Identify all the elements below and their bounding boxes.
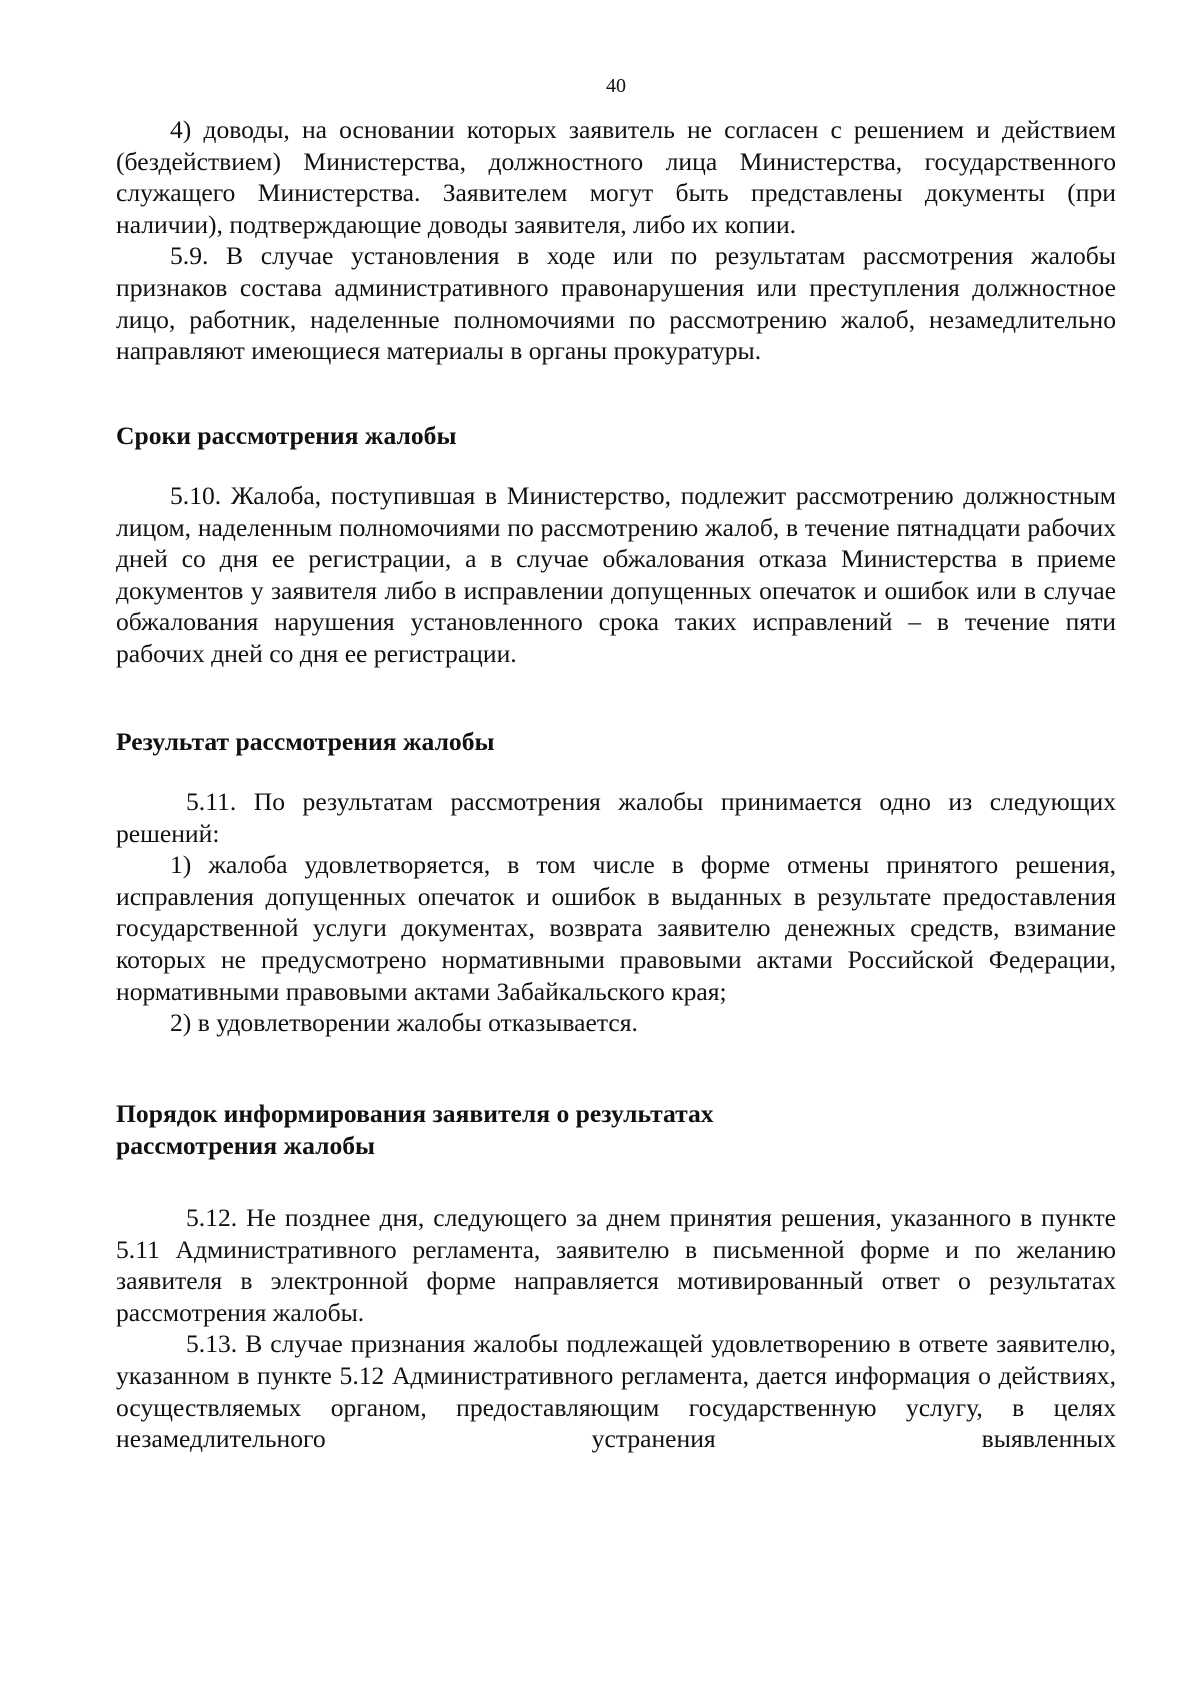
heading-review-result-block: [116, 726, 1116, 758]
section-5-10: [116, 480, 1116, 670]
paragraph-5-11-item-1: 1) жалоба удовлетворяется, в том числе в форме отмены принятого решения, исправления допущенных опечаток и ошибок в выданных в результате предоставления государственной услуги документах, возврата заявителю денежных средств, взимание которых не предусмотрено нормативными правовыми актами Российской Федерации, нормативными правовыми актами Забайкальского края;: [116, 850, 1116, 1006]
paragraph-5-11-item-2: 2) в удовлетворении жалобы отказывается.: [170, 1008, 638, 1038]
heading-review-terms-block: [116, 420, 1116, 452]
section-5-8-continuation: [116, 114, 1116, 367]
section-5-11: [116, 786, 1116, 1039]
heading-review-terms: Сроки рассмотрения жалобы: [116, 421, 457, 450]
paragraph-5-11: 5.11. По результатам рассмотрения жалобы принимается одно из следующих решений:: [116, 787, 1116, 848]
heading-informing-line-1: Порядок информирования заявителя о результатах: [116, 1099, 714, 1128]
section-5-12-5-13: [116, 1202, 1116, 1455]
paragraph-5-13: 5.13. В случае признания жалобы подлежащей удовлетворению в ответе заявителю, указанном в пункте 5.12 Административного регламента, дается информация о действиях, осуществляемых органом, предоставляющим государственную услугу, в целях незамедлительного устранения выявленных: [116, 1329, 1116, 1454]
paragraph-5-9: 5.9. В случае установления в ходе или по результатам рассмотрения жалобы признаков состава административного правонарушения или преступления должностное лицо, работник, наделенные полномочиями по рассмотрению жалоб, незамедлительно направляют имеющиеся материалы в органы прокуратуры.: [116, 241, 1116, 366]
paragraph-5-12: 5.12. Не позднее дня, следующего за днем принятия решения, указанного в пункте 5.11 Административного регламента, заявителю в письменной форме и по желанию заявителя в электронной форме направляется мотивированный ответ о результатах рассмотрения жалобы.: [116, 1203, 1116, 1327]
heading-informing-block: [116, 1098, 1116, 1161]
paragraph-item-4: 4) доводы, на основании которых заявитель не согласен с решением и действием (бездействием) Министерства, должностного лица Министерства, государственного служащего Министерства. Заявителем могут быть представлены документы (при наличии), подтверждающие доводы заявителя, либо их копии.: [116, 115, 1116, 239]
heading-informing-line-2: рассмотрения жалобы: [116, 1130, 376, 1160]
page-number: 40: [606, 75, 626, 97]
paragraph-5-10: 5.10. Жалоба, поступившая в Министерство, подлежит рассмотрению должностным лицом, наделенным полномочиями по рассмотрению жалоб, в течение пятнадцати рабочих дней со дня ее регистрации, а в случае обжалования отказа Министерства в приеме документов у заявителя либо в исправлении допущенных опечаток и ошибок или в случае обжалования нарушения установленного срока таких исправлений – в течение пяти рабочих дней со дня ее регистрации.: [116, 481, 1116, 668]
heading-review-result: Результат рассмотрения жалобы: [116, 727, 495, 756]
